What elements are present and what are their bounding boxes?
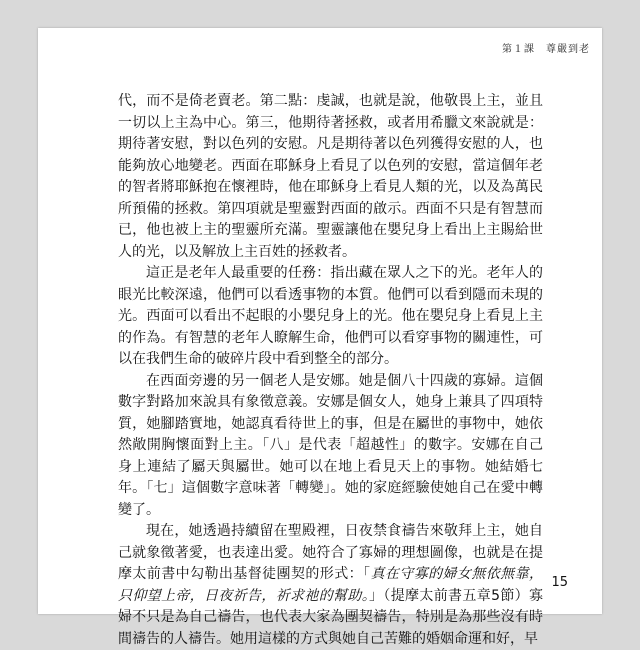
chapter-header: 第１課 尊嚴到老: [502, 44, 590, 55]
paragraph-4: [118, 521, 543, 650]
paragraph-4-after: 」（提摩太前書五章5節）寡婦不只是為自己禱告，也代表大家為團契禱告，特別是為那些沒有時間禱告的人禱告。她用這樣的方式與她自己苦難的婚姻命運和好，早: [118, 587, 543, 647]
paragraph-1: 代，而不是倚老賣老。第二點：虔誠，也就是說，他敬畏上主，並且一切以上主為中心。第三，他期待著拯救，或者用希臘文來說就是：期待著安慰，對以色列的安慰。凡是期待著以色列獲得安慰的人，也能夠放心地變老。西面在耶穌身上看見了以色列的安慰，當這個年老的智者將耶穌抱在懷裡時，他在耶穌身上看見人類的光，以及為萬民所預備的拯救。第四項就是聖靈對西面的啟示。西面不只是有智慧而已，他也被上主的聖靈所充滿。聖靈讓他在嬰兒身上看出上主賜給世人的光，以及解放上主百姓的拯救者。: [118, 93, 543, 260]
paragraph-3: 在西面旁邊的另一個老人是安娜。她是個八十四歲的寡婦。這個數字對路加來說具有象徵意義。安娜是個女人，她身上兼具了四項特質，她腳踏實地，她認真看待世上的事，但是在屬世的事物中，她依然敞開胸懷面對上主。「八」是代表「超越性」的數字。安娜在自己身上連結了屬天與屬世。她可以在地上看見天上的事物。她結婚七年。「七」這個數字意味著「轉變」。她的家庭經驗使她自己在愛中轉變了。: [118, 372, 543, 518]
scripture-quote: 真在守寡的婦女無依無靠，只仰望上帝，日夜祈告，祈求祂的幫助。: [118, 566, 544, 604]
paragraph-4-before: 現在，她透過持續留在聖殿裡，日夜禁食禱告來敬拜上主，她自己就象徵著愛，也表達出愛。她符合了寡婦的理想圖像，也就是在提摩太前書中勾勒出基督徒團契的形式：「: [118, 523, 543, 582]
book-page: [38, 28, 602, 647]
page-number: 15: [551, 575, 568, 590]
paragraph-2: 這正是老年人最重要的任務：指出藏在眾人之下的光。老年人的眼光比較深遠，他們可以看透事物的本質。他們可以看到隱而未現的光。西面可以看出不起眼的小嬰兒身上的光。他在嬰兒身上看見上主的作為。有智慧的老年人瞭解生命，他們可以看穿事物的關連性，可以在我們生命的破碎片段中看到整全的部分。: [118, 265, 543, 367]
body-text: [118, 91, 543, 650]
